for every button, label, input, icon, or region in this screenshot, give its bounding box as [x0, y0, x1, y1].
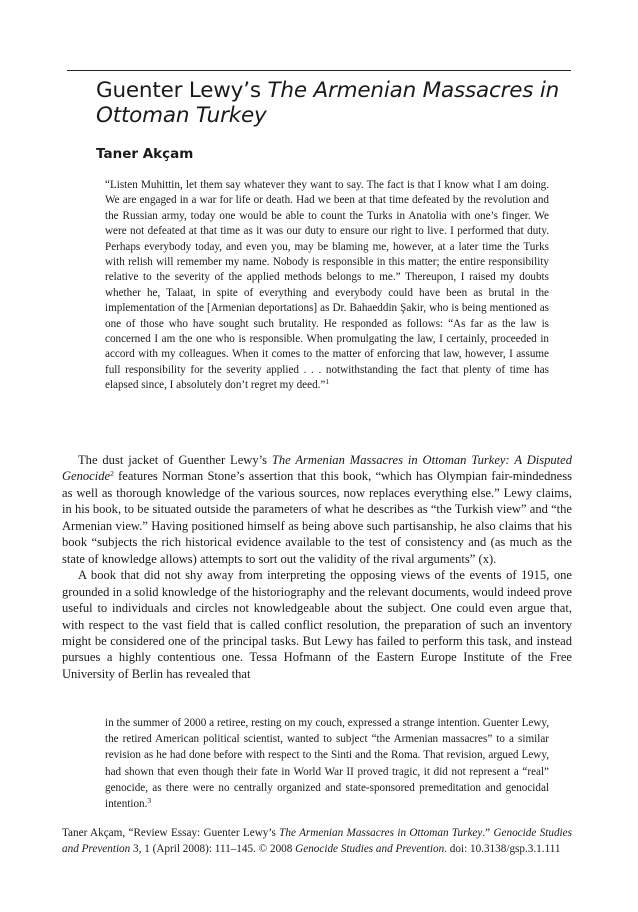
body-text [62, 452, 572, 682]
article-title [96, 78, 576, 128]
top-rule [67, 70, 571, 71]
book-title-ref: The Armenian Massacres in Ottoman Turkey: A Disputed Genocide [62, 453, 572, 484]
footnote-ref-2: 2 [110, 469, 114, 479]
paragraph-1-rest: features Norman Stone’s assertion that this book, “which has Olympian fair-mindedness as well as thorough knowledge of the various sources, now replaces everything else.” Lewy claims, in his book, to be situated outside the parameters of what he describes as “the Turkish view” and “the Armenian view.” Having positioned himself as being above such partisanship, he also claims that his book “subjects the rich historical evidence available to the test of consistency and (as much as the state of knowledge allows) attempts to sort out the validity of the rival arguments” (x). [62, 469, 572, 566]
block-quote-text: in the summer of 2000 a retiree, resting on my couch, expressed a strange intention. Guenter Lewy, the retired American political scientist, wanted to subject “the Armenian massacres” to a similar revision as he had done before with respect to the Sinti and the Roma. That revision, argued Lewy, had shown that even though their fate in World War II proved tragic, it did not represent a “real” genocide, as there were no centrally organized and state-sponsored premeditation and genocidal intention. [105, 717, 549, 811]
citation-part-3: 3, 1 (April 2008): 111–145. © 2008 [130, 842, 296, 855]
paragraph-2: A book that did not shy away from interpreting the opposing views of the events of 1915, one grounded in a solid knowledge of the historiography and the relevant documents, would indeed prove useful to individuals and circles not knowledgeable about the subject. One could even argue that, with respect to the vast field that is called conflict resolution, the preparation of such an inventory might be considered one of the principal tasks. But Lewy has failed to perform this task, and instead pursues a highly contentious one. Tessa Hofmann of the Eastern Europe Institute of the Free University of Berlin has revealed that [62, 568, 572, 681]
citation-title: The Armenian Massacres in Ottoman Turkey [279, 827, 483, 839]
citation-part-1: Taner Akçam, “Review Essay: Guenter Lewy’s [62, 827, 280, 839]
paragraph-1-intro: The dust jacket of Guenther Lewy’s [78, 453, 272, 467]
block-quote [105, 715, 549, 812]
citation-footer [62, 826, 572, 857]
citation-part-2: .” [482, 827, 494, 839]
footnote-ref-3: 3 [147, 796, 152, 806]
title-book-part: The Armenian Massacres in Ottoman Turkey [96, 78, 560, 128]
epigraph-text: “Listen Muhittin, let them say whatever they want to say. The fact is that I know what I am doing. We are engaged in a war for life or death. Had we been at that time defeated by the revolution and the Russian army, today one would be able to count the Turks in Anatolia with one’s finger. We were not defeated at that time as it was our duty to ensure our right to live. I performed that duty. Perhaps everybody today, and even you, may be blaming me, however, at a later time the Turks with relish will remember my name. Nobody is responsible in this matter; the entire responsibility relative to the severity of the applied methods belongs to me.” Thereupon, I raised my doubts whether he, Talaat, in spite of everything and everybody could have been as brutal in the implementation of the [Armenian deportations] as Dr. Bahaeddin Şakir, who is being mentioned as one of those who have sought such brutality. He responded as follows: “As far as the law is concerned I am the one who is responsible. When promulgating the law, I certainly, proceeded in accord with my colleagues. When it comes to the matter of enforcing that law, however, I assume full responsibility for the severity applied . . . notwithstanding the fact that plenty of time has elapsed since, I absolutely don’t regret my deed.” [105, 179, 549, 392]
paragraph-1 [62, 452, 572, 567]
citation-journal-2: Genocide Studies and Prevention [295, 842, 445, 855]
title-author-part: Guenter Lewy’s [96, 78, 268, 103]
citation-part-4: . doi: 10.3138/gsp.3.1.111 [444, 842, 561, 855]
epigraph-quote [105, 178, 549, 394]
footnote-ref-1: 1 [325, 377, 330, 387]
author-name: Taner Akçam [96, 146, 194, 162]
citation-journal-1: Genocide Studies and Prevention [62, 827, 572, 855]
